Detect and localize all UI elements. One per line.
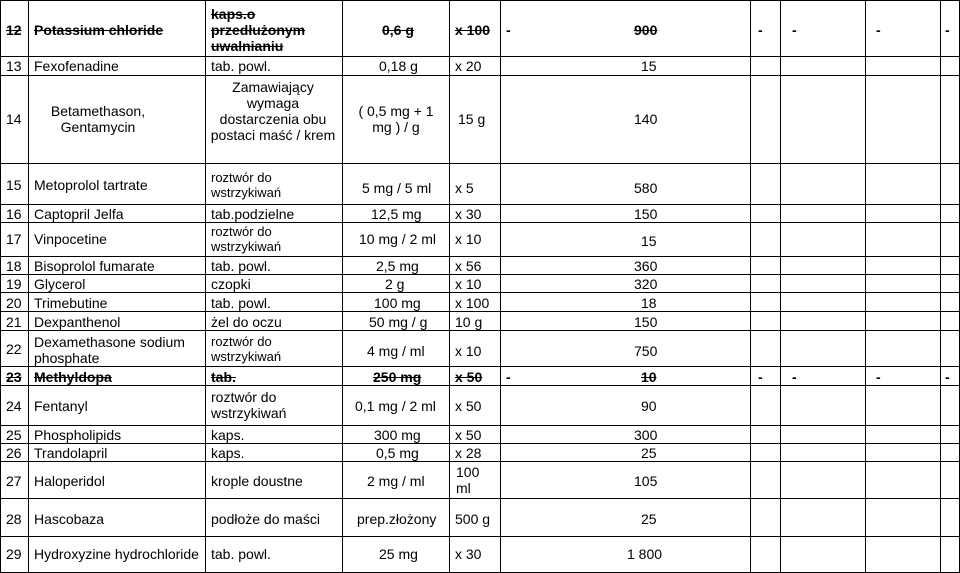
row-line	[0, 461, 960, 462]
drug-quantity: 150	[634, 206, 658, 222]
drug-name: Phospholipids	[34, 427, 122, 443]
drug-form: tab. powl.	[211, 546, 271, 562]
drug-form: tab. powl.	[211, 258, 271, 274]
drug-dose: 2 g	[385, 276, 405, 292]
drug-quantity: 25	[641, 511, 657, 527]
drug-pack: x 5	[455, 180, 474, 196]
drug-dose: 0,18 g	[379, 58, 418, 74]
drug-dose: 250 mg	[373, 369, 422, 385]
col-line	[865, 0, 866, 573]
row-number: 17	[6, 231, 22, 247]
col-line	[342, 0, 343, 573]
dash-cell: -	[945, 369, 950, 385]
drug-dose: 4 mg / ml	[367, 343, 425, 359]
drug-form: Zamawiający wymaga dostarczenia obu postaci maść / krem	[210, 79, 336, 143]
drug-dose: 25 mg	[379, 546, 418, 562]
drug-name: Dexpanthenol	[34, 314, 121, 330]
drug-form: podłoże do maści	[211, 511, 320, 527]
drug-quantity: 360	[634, 258, 658, 274]
dash-cell: -	[758, 369, 763, 385]
col-line	[500, 0, 501, 573]
drug-dose: ( 0,5 mg + 1 mg ) / g	[358, 103, 434, 135]
row-number: 16	[6, 206, 22, 222]
drug-name: Haloperidol	[34, 473, 105, 489]
drug-quantity: 320	[634, 276, 658, 292]
drug-pack: 10 g	[455, 314, 483, 330]
drug-quantity: 150	[634, 314, 658, 330]
drug-dose: prep.złożony	[357, 511, 437, 527]
row-number: 27	[6, 473, 22, 489]
row-number: 22	[6, 341, 22, 357]
row-line	[0, 204, 960, 205]
drug-dose: 0,5 mg	[376, 445, 419, 461]
col-line	[449, 0, 450, 573]
drug-dose: 0,1 mg / 2 ml	[355, 398, 436, 414]
drug-pack: x 10	[455, 276, 482, 292]
col-line	[750, 0, 751, 573]
drug-quantity: 10	[641, 369, 657, 385]
drug-form: żel do oczu	[211, 314, 282, 330]
drug-form: krople doustne	[211, 473, 303, 489]
drug-name: Trimebutine	[34, 295, 108, 311]
drug-dose: 10 mg / 2 ml	[359, 231, 437, 247]
dash-cell: -	[506, 22, 511, 38]
row-number: 20	[6, 295, 22, 311]
row-line	[0, 292, 960, 293]
drug-quantity: 15	[641, 233, 657, 249]
row-number: 28	[6, 511, 22, 527]
drug-form: tab. powl.	[211, 58, 271, 74]
drug-quantity: 90	[641, 398, 657, 414]
drug-pack: x 56	[455, 258, 482, 274]
col-line	[0, 0, 1, 573]
drug-name: Methyldopa	[34, 369, 112, 385]
row-number: 12	[6, 22, 22, 38]
row-line	[0, 0, 960, 1]
dash-cell: -	[792, 22, 797, 38]
row-line	[0, 75, 960, 76]
row-line	[0, 425, 960, 426]
drug-pack: x 100	[455, 22, 491, 38]
row-line	[0, 498, 960, 499]
row-number: 19	[6, 276, 22, 292]
row-number: 18	[6, 258, 22, 274]
drug-form: kaps.	[211, 445, 245, 461]
drug-quantity: 25	[641, 445, 657, 461]
row-line	[0, 385, 960, 386]
row-number: 15	[6, 177, 22, 193]
drug-name: Hydroxyzine hydrochloride	[34, 546, 199, 562]
row-number: 23	[6, 369, 22, 385]
drug-quantity: 580	[634, 180, 658, 196]
drug-name: Bisoprolol fumarate	[34, 258, 155, 274]
row-line	[0, 536, 960, 537]
drug-pack: x 30	[455, 546, 482, 562]
drug-name: Metoprolol tartrate	[34, 177, 148, 193]
drug-pack: 15 g	[458, 111, 486, 127]
drug-form: tab.	[211, 369, 236, 385]
drug-dose: 2 mg / ml	[367, 473, 425, 489]
drug-name: Potassium chloride	[34, 22, 164, 38]
row-line	[0, 222, 960, 223]
drug-name: Hascobaza	[34, 511, 105, 527]
drug-form: roztwór do wstrzykiwań	[211, 224, 282, 254]
col-line	[940, 0, 941, 573]
row-line	[0, 330, 960, 331]
row-number: 21	[6, 314, 22, 330]
drug-pack: 100 ml	[456, 464, 480, 496]
drug-quantity: 105	[634, 473, 658, 489]
row-line	[0, 311, 960, 312]
col-line	[780, 0, 781, 573]
drug-pack: x 50	[455, 398, 482, 414]
col-line	[28, 0, 29, 573]
row-number: 13	[6, 58, 22, 74]
drug-pack: 500 g	[455, 511, 491, 527]
drug-pack: x 10	[455, 343, 482, 359]
drug-name: Fexofenadine	[34, 58, 119, 74]
drug-form: tab. powl.	[211, 295, 271, 311]
drug-dose: 5 mg / 5 ml	[362, 180, 432, 196]
drug-name: Vinpocetine	[34, 231, 107, 247]
drug-dose: 300 mg	[374, 427, 421, 443]
row-line	[0, 256, 960, 257]
drug-name: Glycerol	[34, 276, 86, 292]
drug-pack: x 10	[455, 231, 482, 247]
drug-pack: x 100	[455, 295, 490, 311]
drug-quantity: 15	[641, 58, 657, 74]
dash-cell: -	[758, 22, 763, 38]
drug-name: Fentanyl	[34, 398, 88, 414]
drug-quantity: 18	[641, 295, 657, 311]
drug-quantity: 1 800	[627, 546, 663, 562]
drug-name: Betamethason, Gentamycin	[50, 103, 146, 135]
row-number: 14	[6, 111, 22, 127]
row-number: 24	[6, 398, 22, 414]
drug-form: roztwór do wstrzykiwań	[211, 334, 282, 364]
drug-form: kaps.o przedłużonym uwalnianiu	[211, 6, 306, 54]
drug-form: roztwór do wstrzykiwań	[211, 389, 287, 421]
drug-quantity: 750	[634, 343, 658, 359]
drug-quantity: 900	[634, 22, 658, 38]
drug-dose: 50 mg / g	[369, 314, 428, 330]
drug-pack: x 20	[455, 58, 482, 74]
drug-pack: x 28	[455, 445, 482, 461]
drug-dose: 2,5 mg	[376, 258, 419, 274]
drug-dose: 0,6 g	[382, 22, 414, 38]
row-line	[0, 163, 960, 164]
drug-name: Dexamethasone sodium phosphate	[34, 334, 185, 366]
row-line	[0, 366, 960, 367]
row-number: 26	[6, 445, 22, 461]
drug-pack: x 30	[455, 206, 482, 222]
dash-cell: -	[792, 369, 797, 385]
drug-quantity: 140	[634, 111, 658, 127]
drug-name: Trandolapril	[34, 445, 108, 461]
row-number: 29	[6, 546, 22, 562]
drug-form: tab.podzielne	[211, 206, 295, 222]
row-number: 25	[6, 427, 22, 443]
drug-form: kaps.	[211, 427, 245, 443]
dash-cell: -	[506, 369, 511, 385]
drug-dose: 12,5 mg	[371, 206, 422, 222]
drug-form: czopki	[211, 276, 251, 292]
dash-cell: -	[876, 369, 881, 385]
drug-pack: x 50	[455, 427, 482, 443]
row-line	[0, 274, 960, 275]
row-line	[0, 56, 960, 57]
drug-name: Captopril Jelfa	[34, 206, 124, 222]
dash-cell: -	[876, 22, 881, 38]
row-line	[0, 443, 960, 444]
drug-dose: 100 mg	[374, 295, 421, 311]
col-line	[205, 0, 206, 573]
drug-quantity: 300	[634, 427, 658, 443]
drug-form: roztwór do wstrzykiwań	[211, 170, 282, 200]
drug-pack: x 50	[455, 369, 483, 385]
dash-cell: -	[945, 22, 950, 38]
